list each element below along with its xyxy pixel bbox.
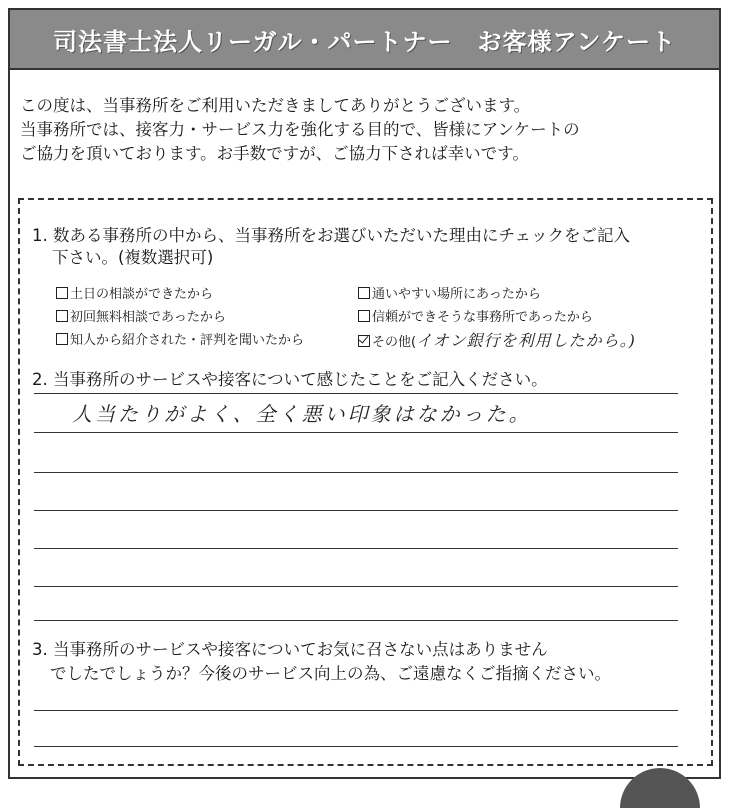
checkbox[interactable] bbox=[56, 310, 68, 322]
form-title: 司法書士法人リーガル・パートナー お客様アンケート bbox=[52, 27, 677, 56]
checkbox[interactable] bbox=[358, 310, 370, 322]
answer-line bbox=[34, 432, 678, 433]
option-other[interactable]: その他(イオン銀行を利用したから。) bbox=[358, 332, 636, 352]
header-banner bbox=[10, 10, 719, 70]
checkbox-checked[interactable] bbox=[358, 335, 370, 347]
checkbox[interactable] bbox=[56, 333, 68, 345]
q2-text: 2. 当事務所のサービスや接客について感じたことをご記入ください。 bbox=[32, 370, 548, 389]
answer-line bbox=[34, 746, 678, 747]
handwritten-other: イオン銀行を利用したから。) bbox=[416, 331, 636, 350]
q3-text: 3. 当事務所のサービスや接客についてお気に召さない点はありません bbox=[32, 640, 548, 659]
answer-line bbox=[34, 510, 678, 511]
option-free-consult[interactable]: 初回無料相談であったから bbox=[56, 309, 226, 327]
option-location[interactable]: 通いやすい場所にあったから bbox=[358, 286, 541, 304]
intro-line: ご協力を頂いております。お手数ですが、ご協力下されば幸いです。 bbox=[20, 144, 529, 163]
intro-text bbox=[20, 94, 710, 166]
checkbox[interactable] bbox=[56, 287, 68, 299]
option-weekend[interactable]: 土日の相談ができたから bbox=[56, 286, 213, 304]
answer-line bbox=[34, 710, 678, 711]
answer-line bbox=[34, 393, 678, 394]
survey-form bbox=[8, 8, 721, 779]
q1-text: 1. 数ある事務所の中から、当事務所をお選びいただいた理由にチェックをご記入 bbox=[32, 226, 630, 245]
answer-line bbox=[34, 586, 678, 587]
intro-line: 当事務所では、接客力・サービス力を強化する目的で、皆様にアンケートの bbox=[20, 120, 580, 139]
answer-line bbox=[34, 548, 678, 549]
q3-text-line2: でしたでしょうか？今後のサービス向上の為、ご遠慮なくご指摘ください。 bbox=[50, 664, 611, 683]
option-referral[interactable]: 知人から紹介された・評判を聞いたから bbox=[56, 332, 304, 350]
option-trust[interactable]: 信頼ができそうな事務所であったから bbox=[358, 309, 593, 327]
intro-line: この度は、当事務所をご利用いただきましてありがとうございます。 bbox=[20, 96, 531, 115]
q1-text-line2: 下さい。(複数選択可) bbox=[52, 248, 214, 267]
question-area bbox=[18, 198, 713, 766]
handwritten-answer: 人当たりがよく、全く悪い印象はなかった。 bbox=[72, 402, 532, 426]
checkbox[interactable] bbox=[358, 287, 370, 299]
answer-line bbox=[34, 620, 678, 621]
answer-line bbox=[34, 472, 678, 473]
